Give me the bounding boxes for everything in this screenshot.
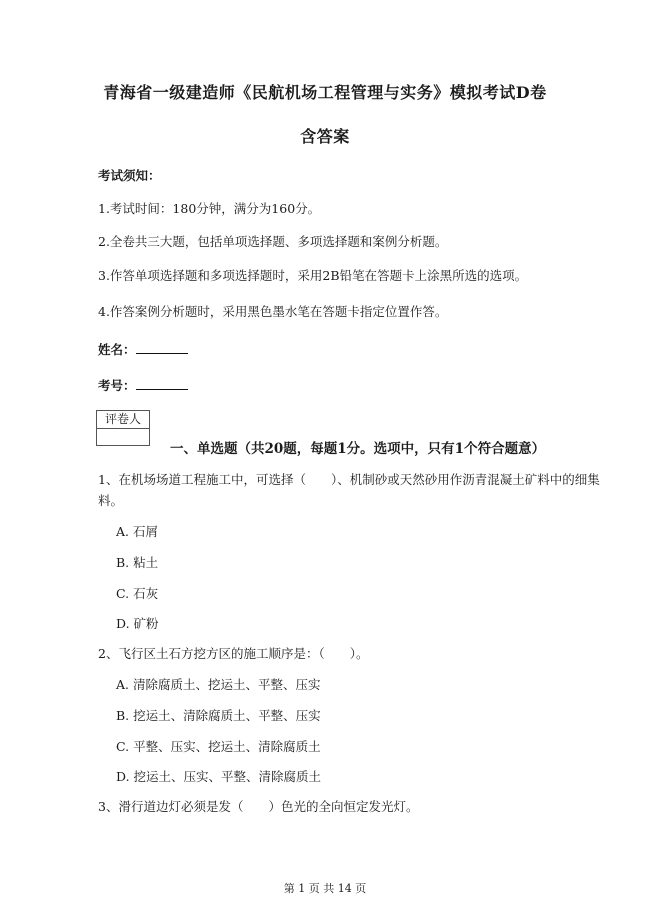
option: C. 石灰	[116, 586, 159, 601]
notice-item: 3.作答单项选择题和多项选择题时，采用2B铅笔在答题卡上涂黑所选的选项。	[98, 268, 528, 283]
question-1-stem: 1、在机场场道工程施工中，可选择（ ）、机制砂或天然砂用作沥青混凝土矿料中的细集	[98, 472, 600, 487]
grader-label: 评卷人	[97, 411, 149, 429]
notice-item: 2.全卷共三大题，包括单项选择题、多项选择题和案例分析题。	[98, 234, 448, 249]
option: A. 石屑	[116, 524, 158, 539]
id-label: 考号：	[98, 378, 136, 393]
question-2-stem: 2、飞行区土石方挖方区的施工顺序是：（ ）。	[98, 646, 369, 661]
grader-box	[96, 410, 150, 446]
question-1-stem-cont: 料。	[98, 493, 124, 508]
id-blank	[136, 377, 188, 390]
notice-heading: 考试须知：	[98, 168, 161, 183]
option: A. 清除腐质土、挖运土、平整、压实	[116, 677, 321, 692]
page-footer: 第 1 页 共 14 页	[283, 882, 367, 895]
question-3-stem: 3、滑行道边灯必须是发（ ）色光的全向恒定发光灯。	[98, 799, 419, 814]
page-title: 青海省一级建造师《民航机场工程管理与实务》模拟考试D卷	[103, 83, 547, 102]
name-blank	[136, 341, 188, 354]
option: D. 挖运土、压实、平整、清除腐质土	[116, 769, 322, 784]
notice-item: 4.作答案例分析题时，采用黑色墨水笔在答题卡指定位置作答。	[98, 304, 448, 319]
notice-item: 1.考试时间：180分钟，满分为160分。	[98, 201, 321, 216]
name-label: 姓名：	[98, 342, 136, 357]
name-field	[98, 340, 188, 358]
option: D. 矿粉	[116, 616, 159, 631]
option: C. 平整、压实、挖运土、清除腐质土	[116, 739, 321, 754]
option: B. 粘土	[116, 555, 159, 570]
section-title: 一、单选题（共20题，每题1分。选项中，只有1个符合题意）	[170, 441, 546, 457]
id-field	[98, 376, 188, 394]
option: B. 挖运土、清除腐质土、平整、压实	[116, 708, 321, 723]
page-subtitle: 含答案	[300, 127, 350, 146]
